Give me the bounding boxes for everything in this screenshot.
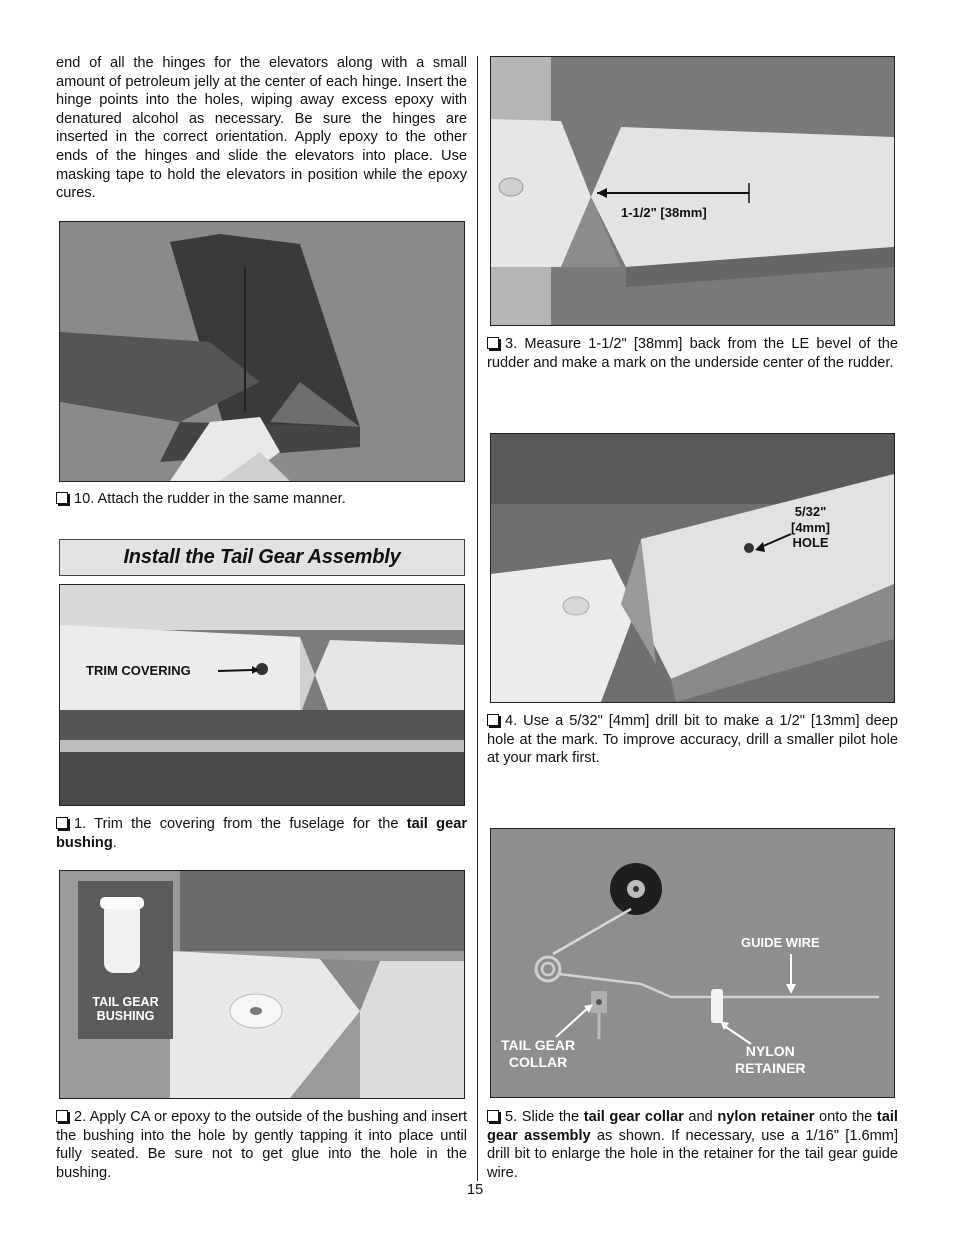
page-number: 15 bbox=[467, 1182, 484, 1198]
checkbox-icon[interactable] bbox=[487, 1110, 499, 1122]
step-5-text-onto: onto the bbox=[814, 1109, 877, 1125]
retainer-label bbox=[735, 1043, 806, 1077]
step-5-bold-retainer: nylon retainer bbox=[717, 1109, 815, 1125]
step-5-bold-assembly: tail gear assembly bbox=[487, 1109, 898, 1144]
hole-photo bbox=[490, 433, 895, 703]
checkbox-icon[interactable] bbox=[487, 714, 499, 726]
bushing-photo bbox=[59, 870, 465, 1099]
step-2 bbox=[56, 1108, 467, 1182]
step-1 bbox=[56, 815, 467, 852]
step-10-text: 10. Attach the rudder in the same manner. bbox=[74, 491, 346, 507]
hole-label-line1: 5/32" bbox=[794, 504, 827, 519]
section-heading: Install the Tail Gear Assembly bbox=[59, 539, 465, 576]
step-10 bbox=[56, 490, 467, 509]
checkbox-icon[interactable] bbox=[56, 817, 68, 829]
collar-label bbox=[501, 1037, 575, 1071]
checkbox-icon[interactable] bbox=[487, 337, 499, 349]
checkbox-icon[interactable] bbox=[56, 492, 68, 504]
collar-label-line2: COLLAR bbox=[508, 1054, 568, 1070]
trim-covering-photo bbox=[59, 584, 465, 806]
bushing-label-line2: BUSHING bbox=[96, 1009, 155, 1023]
column-divider bbox=[477, 56, 478, 1181]
step-5-text: 5. Slide the bbox=[505, 1109, 584, 1125]
hole-label-line3: HOLE bbox=[792, 535, 829, 550]
retainer-label-line1: NYLON bbox=[745, 1043, 795, 1059]
step-3-text: 3. Measure 1-1/2" [38mm] back from the LE bevel of the rudder and make a mark on the underside center of the rudder. bbox=[487, 336, 898, 371]
step-1-text: 1. Trim the covering from the fuselage for the bbox=[74, 816, 407, 832]
retainer-label-line2: RETAINER bbox=[735, 1060, 806, 1076]
step-3 bbox=[487, 335, 898, 372]
tail-gear-photo bbox=[490, 828, 895, 1098]
measure-photo bbox=[490, 56, 895, 326]
bushing-label-line1: TAIL GEAR bbox=[92, 995, 159, 1009]
step-4 bbox=[487, 712, 898, 768]
step-5 bbox=[487, 1108, 898, 1182]
step-5-text-and: and bbox=[683, 1109, 718, 1125]
step-1-bold: tail gear bushing bbox=[56, 816, 468, 851]
rudder-photo bbox=[59, 221, 465, 482]
checkbox-icon[interactable] bbox=[56, 1110, 68, 1122]
measure-label: 1-1/2" [38mm] bbox=[621, 205, 707, 220]
hole-label bbox=[791, 504, 830, 551]
guide-wire-label: GUIDE WIRE bbox=[741, 935, 820, 950]
hole-label-line2: [4mm] bbox=[791, 519, 831, 535]
step-5-bold-collar: tail gear collar bbox=[583, 1109, 684, 1125]
trim-covering-label: TRIM COVERING bbox=[86, 663, 191, 678]
step-1-end: . bbox=[112, 834, 117, 851]
intro-paragraph: end of all the hinges for the elevators along with a small amount of petroleum jelly at the center of each hinge. Insert the hinge points into the holes, wiping away excess epoxy with denatured alcohol as necessary. Be sure the hinges are inserted in the correct orientation. Apply epoxy to the other ends of the hinges and slide the elevators into place. Use masking tape to hold the elevators in position while the epoxy cures. bbox=[56, 55, 467, 202]
bushing-label bbox=[78, 995, 173, 1023]
step-5-text-end: as shown. If necessary, use a 1/16" [1.6mm] drill bit to enlarge the hole in the retainer for the tail gear guide wire. bbox=[487, 1127, 898, 1181]
collar-label-line1: TAIL GEAR bbox=[501, 1037, 576, 1053]
step-4-text: 4. Use a 5/32" [4mm] drill bit to make a 1/2" [13mm] deep hole at the mark. To improve accuracy, drill a smaller pilot hole at your mark first. bbox=[487, 713, 898, 767]
step-2-text: 2. Apply CA or epoxy to the outside of the bushing and insert the bushing into the hole by gently tapping it into place until fully seated. Be sure not to get glue into the hole in the bushing. bbox=[56, 1109, 467, 1181]
